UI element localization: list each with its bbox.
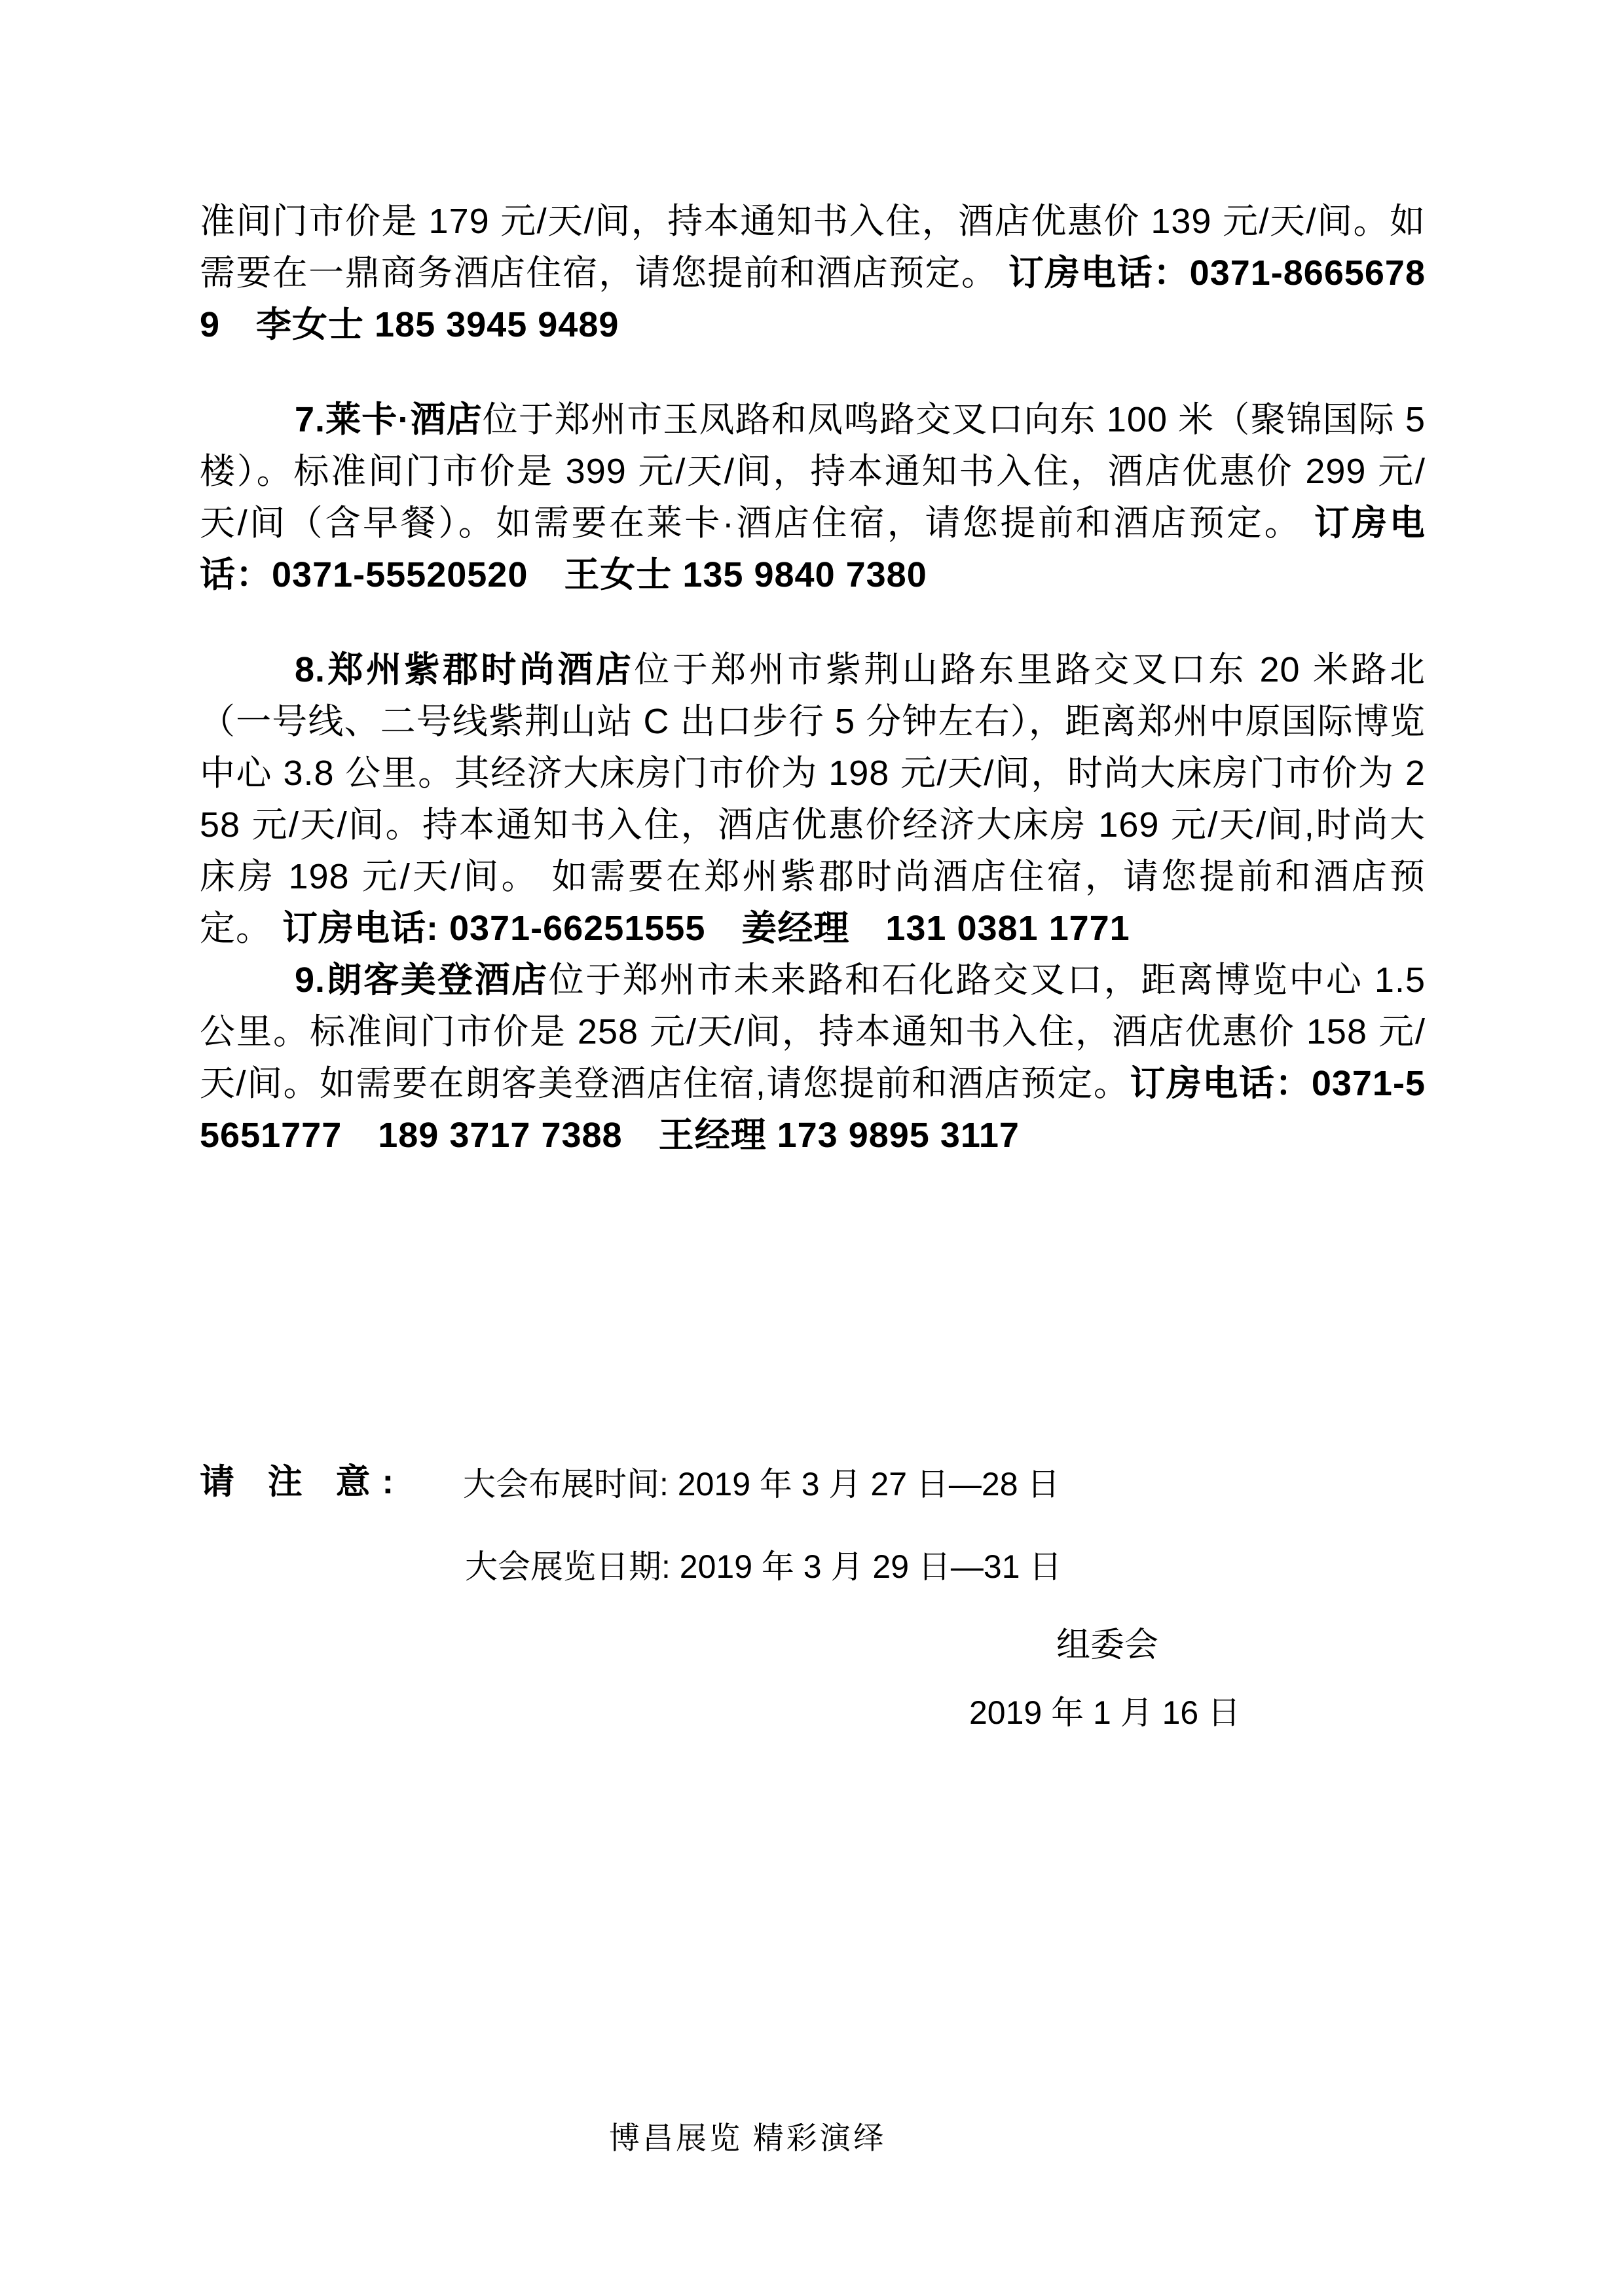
hotel-6-description: 准间门市价是 179 元/天/间，持本通知书入住，酒店优惠价 139 元/天/间。如需要在一鼎商务酒店住宿，请您提前和酒店预定。 <box>200 202 1426 293</box>
hotel-7-name: 7.莱卡·酒店 <box>295 400 483 439</box>
hotel-7-description: 位于郑州市玉凤路和凤鸣路交叉口向东 100 米（聚锦国际 5 楼）。标准间门市价是 399 元/天/间，持本通知书入住，酒店优惠价 299 元/天/间（含早餐）。如需要在莱卡·酒店住宿，请您提前和酒店预定。 <box>200 400 1426 543</box>
setup-time-line: 大会布展时间: 2019 年 3 月 27 日—28 日 <box>463 1466 1060 1503</box>
hotel-item-7 <box>200 394 1426 601</box>
notice-label: 请 注 意: <box>200 1463 406 1501</box>
hotel-list <box>200 196 1426 1161</box>
hotel-item-6-continued <box>200 196 1426 351</box>
hotel-8-description: 位于郑州市紫荆山路东里路交叉口东 20 米路北（一号线、二号线紫荆山站 C 出口步行 5 分钟左右），距离郑州中原国际博览中心 3.8 公里。其经济大床房门市价为 198 元/天/间，时尚大床房门市价为 258 元/天/间。持本通知书入住，酒店优惠价经济大床房 169 元/天/间,时尚大床房 198 元/天/间。 如需要在郑州紫郡时尚酒店住宿，请您提前和酒店预定。 <box>200 650 1426 948</box>
hotel-8-booking-phone: 订房电话: 0371-66251555 姜经理 131 0381 1771 <box>272 909 1130 948</box>
hotel-item-8 <box>200 644 1426 955</box>
exhibition-date-line: 大会展览日期: 2019 年 3 月 29 日—31 日 <box>465 1548 1062 1585</box>
hotel-9-description: 位于郑州市未来路和石化路交叉口，距离博览中心 1.5 公里。标准间门市价是 258 元/天/间，持本通知书入住，酒店优惠价 158 元/天/间。如需要在朗客美登酒店住宿,请您提前和酒店预定。 <box>200 960 1426 1103</box>
hotel-6-booking-phone: 订房电话：0371-86656789 李女士 185 3945 9489 <box>200 253 1426 344</box>
signature-date: 2019 年 1 月 16 日 <box>969 1694 1241 1731</box>
hotel-9-name: 9.朗客美登酒店 <box>295 960 549 1000</box>
hotel-item-9 <box>200 955 1426 1161</box>
footer-slogan: 博昌展览 精彩演绎 <box>609 2122 887 2156</box>
signature-organization: 组委会 <box>1056 1626 1159 1664</box>
hotel-9-booking-phone: 订房电话：0371-55651777 189 3717 7388 王经理 173 9895 3117 <box>200 1064 1426 1155</box>
hotel-8-name: 8.郑州紫郡时尚酒店 <box>295 650 635 689</box>
hotel-7-booking-phone: 订房电话：0371-55520520 王女士 135 9840 7380 <box>200 503 1426 594</box>
